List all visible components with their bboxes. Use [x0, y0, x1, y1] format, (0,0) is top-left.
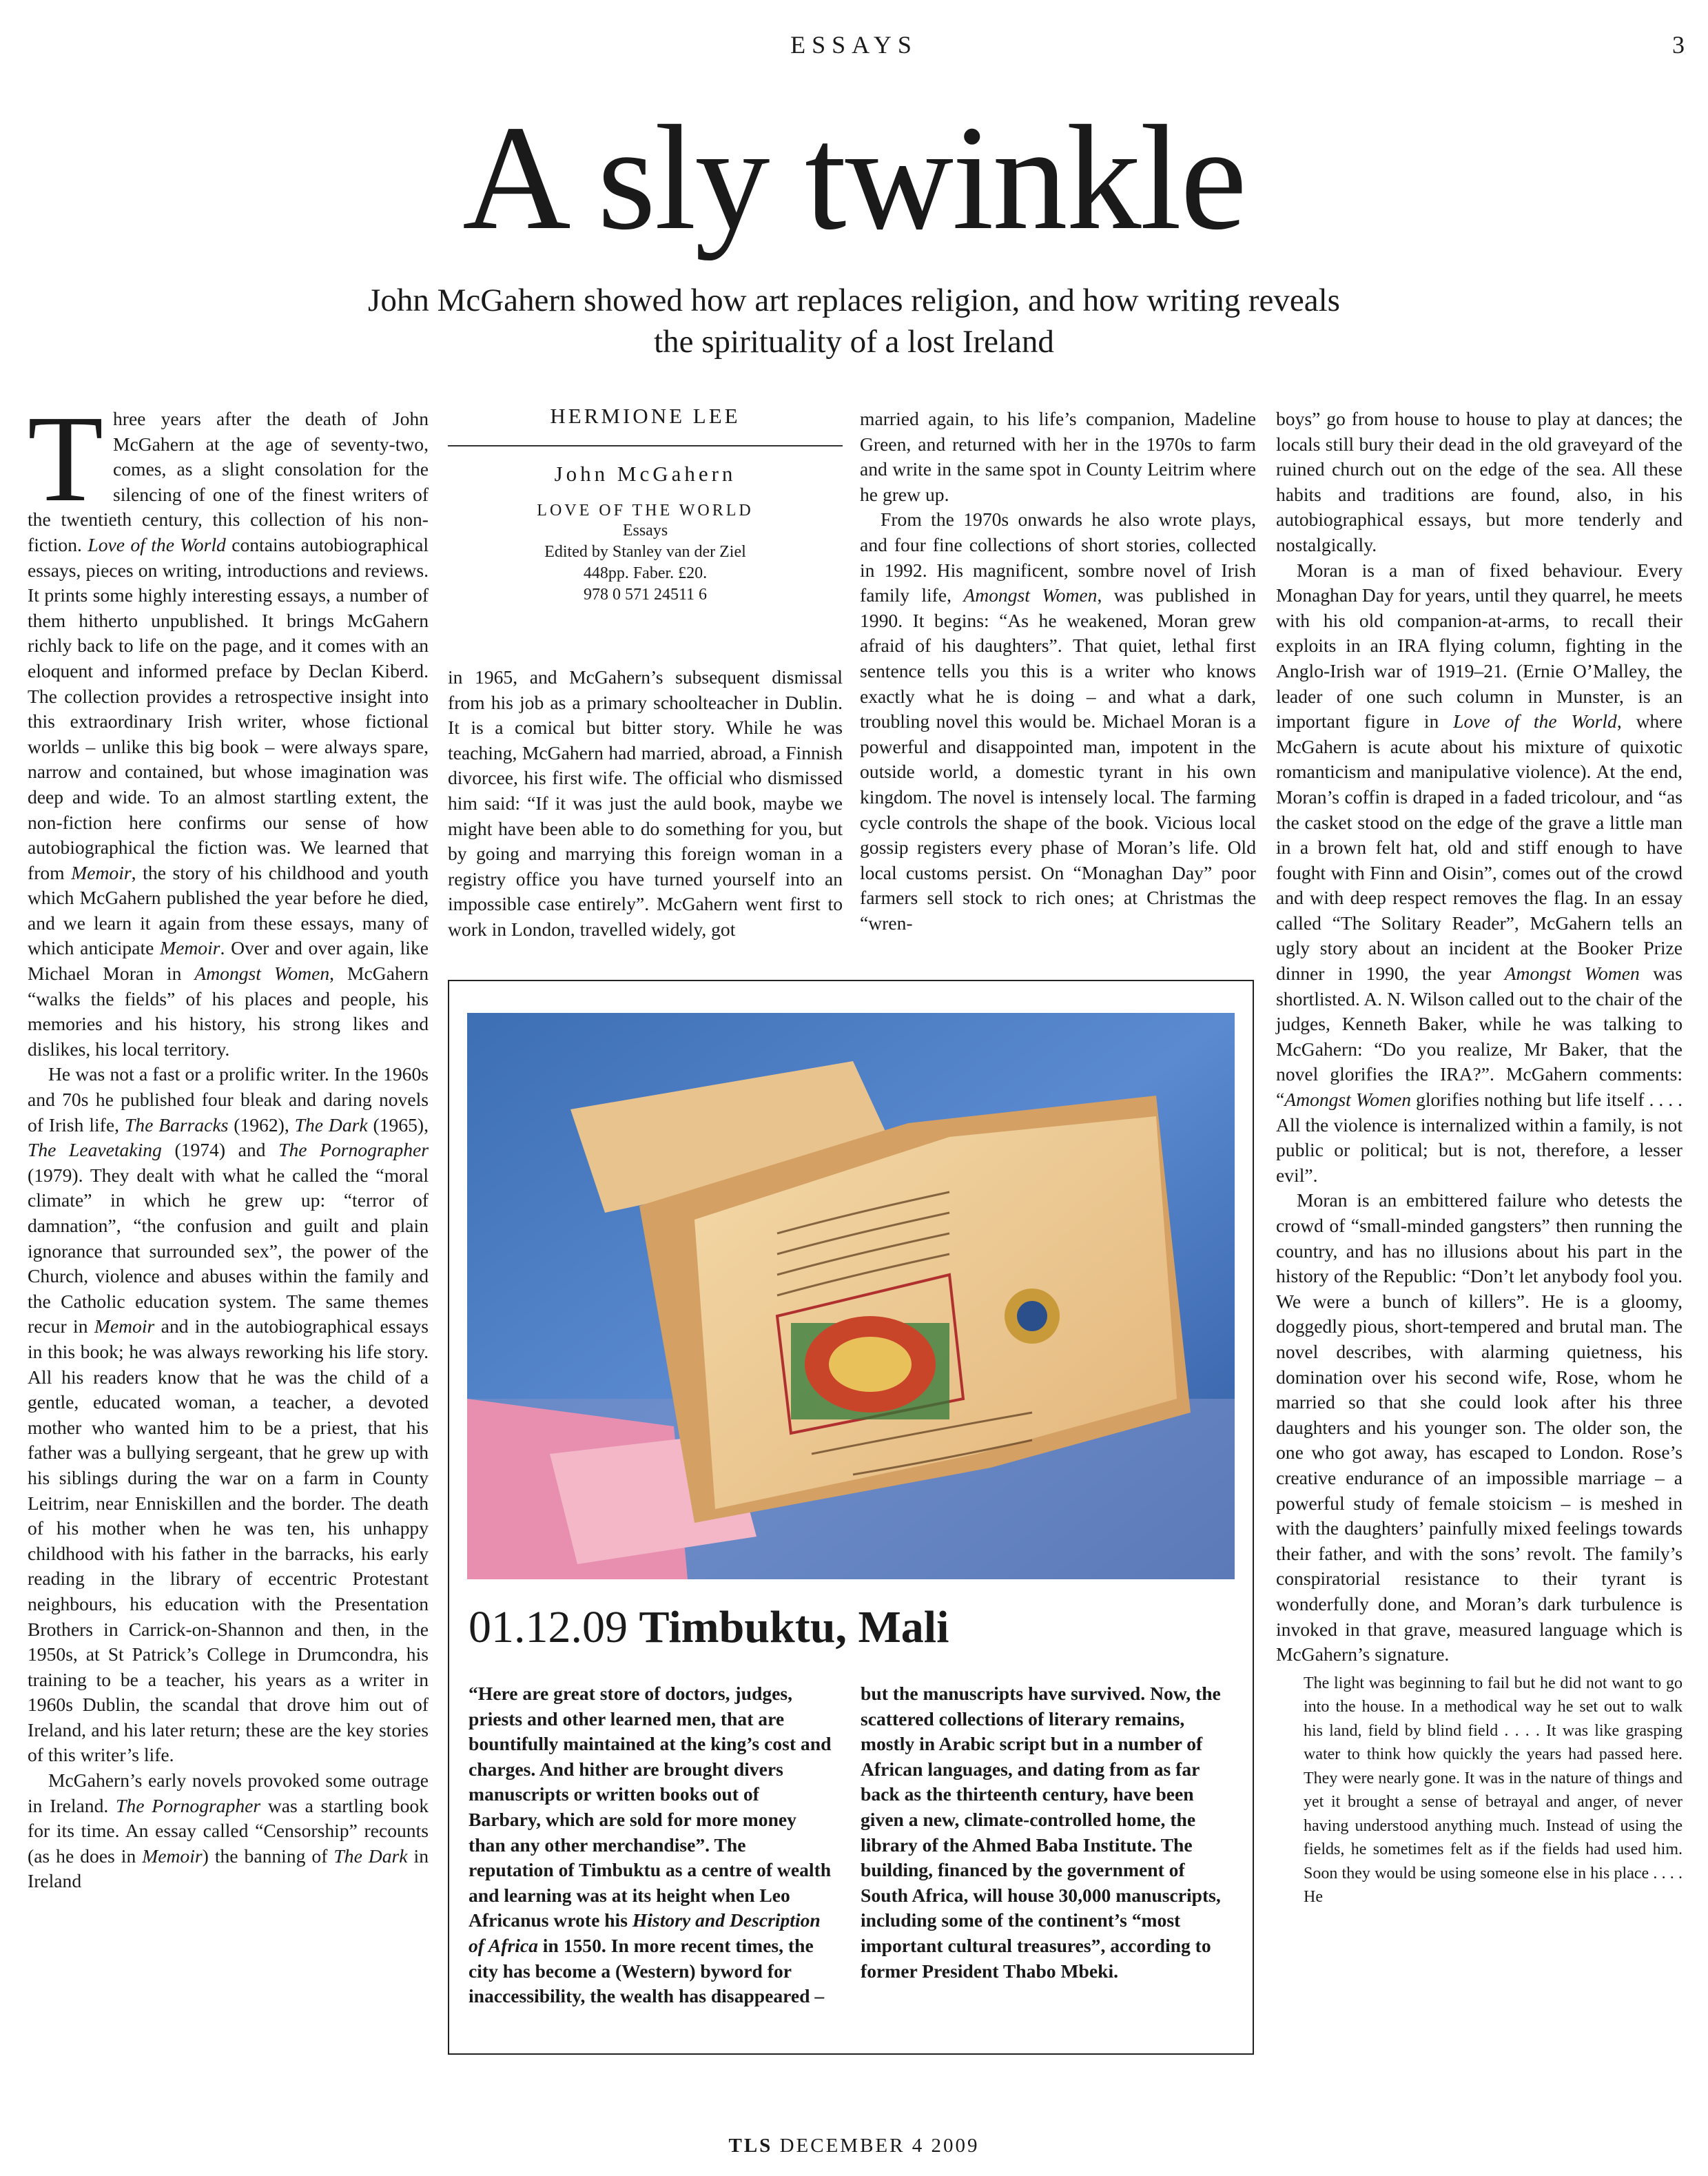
footer-publication: TLS — [728, 2135, 773, 2157]
standfirst-line-1: John McGahern showed how art replaces religion, and how writing reveals — [368, 283, 1340, 318]
byline-rule — [448, 445, 843, 447]
section-label: ESSAYS — [790, 31, 918, 59]
sidebar-dateline — [469, 1601, 949, 1654]
article-column-2: in 1965, and McGahern’s subsequent dismissal from his job as a primary schoolteacher in Dublin. It is a comical but bitter story. While he was teaching, McGahern had married, abroad, a Finnish divorcee, his first wife. The official who dismissed him said: “If it was just the auld book, maybe we might have been able to do something for you, but by going and marrying this foreign woman in a registry office you have turned yourself into an impossible case entirely”. McGahern went first to work in London, travelled widely, got — [448, 666, 843, 940]
headline: A sly twinkle — [462, 95, 1246, 261]
article-column-1: Three years after the death of John McGahern at the age of seventy-two, comes, as a slight consolation for the silencing of one of the finest writers of the twentieth century, this collection of his non-fiction. Love of the World contains autobiographical essays, pieces on writing, introductions and reviews. It prints some highly interesting essays, a number of them hitherto unpublished. It brings McGahern richly back to life on the page, and it comes with an eloquent and informed preface by Declan Kiberd. The collection provides a retrospective insight into this extraordinary Irish writer, whose fictional worlds – unlike this big book – were always spare, narrow and contained, but whose imagination was deep and wide. To an almost startling extent, the non-fiction here confirms our sense of how autobiographical the fiction was. We learned that from Memoir, the story of his childhood and youth which McGahern published the year before he died, and we learn it again from these essays, many of which anticipate Memoir. Over and over again, like Michael Moran in Amongst Women, McGahern “walks the fields” of his places and people, his memories and his history, his strong likes and dislikes, his local territory. He was not a fast or a prolific writer. In the 1960s and 70s he published four bleak and daring novels of Irish life, The Barracks (1962), The Dark (1965), The Leavetaking (1974) and The Pornographer (1979). They dealt with what he called the “moral climate” in which he grew up: “terror of damnation”, “the confusion and guilt and plain ignorance that surrounded sex”, the power of the Church, violence and abuses within the family and the Catholic education system. The same themes recur in Memoir and in the autobiographical essays in this book; he was always reworking his life story. All his readers know that he was the child of a gentle, educated woman, a teacher, a devoted mother who wanted him to be a priest, that his father was a bullying sergeant, that he grew up with his siblings during the war on a farm in County Leitrim, near Enniskillen and the border. The death of his mother when he was ten, his unhappy childhood with his father in the barracks, his early reading in the library of eccentric Protestant neighbours, his education with the Presentation Brothers in Carrick-on-Shannon and then, in the 1950s, at St Patrick’s College in Drumcondra, his training to be a teacher, his years as a writer in 1960s Dublin, the scandal that drove him out of Ireland, and his later return; these are the key stories of this writer’s life. McGahern’s early novels provoked some outrage in Ireland. The Pornographer was a startling book for its time. An essay called “Censorship” recounts (as he does in Memoir) the banning of The Dark in Ireland — [28, 390, 429, 1892]
sidebar-date: 01.12.09 — [469, 1602, 628, 1652]
page-footer — [0, 2135, 1708, 2157]
sidebar-text-column-2: but the manuscripts have survived. Now, the scattered collections of literary remains, mostly in Arabic script but in a number of African languages, and dating from as far back as the thirteenth century, have been given a new, climate-controlled home, the library of the Ahmed Baba Institute. The building, financed by the government of South Africa, will house 30,000 manuscripts, including some of the continent’s “most important cultural treasures”, according to former President Thabo Mbeki. — [861, 1683, 1221, 1982]
article-column-3: married again, to his life’s companion, Madeline Green, and returned with her in the 1970s to farm and write in the same spot in County Leitrim where he grew up. From the 1970s onwards he also wrote plays, and four fine collections of short stories, collected in 1992. His magnificent, sombre novel of Irish family life, Amongst Women, was published in 1990. It begins: “As he weakened, Moran grew afraid of his daughters”. That quiet, lethal first sentence tells you this is a writer who knows exactly what he is doing – and what a dark, troubling novel this would be. Michael Moran is a powerful and disappointed man, impotent in the outside world, a domestic tyrant in his own kingdom. The novel is intensely local. The farming cycle controls the shape of the book. Vicious local gossip registers every phase of Moran’s life. Old local customs persist. On “Monaghan Day” poor farmers sell stock to rich ones; at Christmas the “wren- — [860, 408, 1256, 934]
book-editor: Edited by Stanley van der Ziel — [544, 543, 746, 561]
byline-block — [448, 404, 843, 606]
page-number: 3 — [1672, 31, 1685, 59]
footer-date: DECEMBER 4 2009 — [779, 2135, 980, 2157]
reviewer-name: HERMIONE LEE — [550, 404, 741, 428]
sidebar-box — [448, 980, 1254, 2055]
sidebar-text-column-1: “Here are great store of doctors, judges, priests and other learned men, that are bountifully maintained at the king’s cost and charges. And hither are brought divers manuscripts or written books out of Barbary, which are sold for more money than any other merchandise”. The reputation of Timbuktu as a centre of wealth and learning was at its height when Leo Africanus wrote his History and Description of Africa in 1550. In more recent times, the city has become a (Western) byword for inaccessibility, the wealth has disappeared – — [469, 1683, 832, 2007]
article-column-4: boys” go from house to house to play at dances; the locals still bury their dead in the old graveyard of the ruined church out on the edge of the sea. All these habits and traditions are found, also, in his autobiographical essays, but more tenderly and nostalgically. Moran is a man of fixed behaviour. Every Monaghan Day for years, until they quarrel, he meets with his old companion-at-arms, to recall their exploits in an IRA flying column, fighting in the Anglo-Irish war of 1919–21. (Ernie O’Malley, the leader of one such column in Munster, is an important figure in Love of the World, where McGahern is acute about his mixture of quixotic romanticism and manipulative violence). At the end, Moran’s coffin is draped in a faded tricolour, and “as the casket stood on the edge of the grave a little man in a brown felt hat, old and stiff enough to have fought with Finn and Oisin”, comes out of the crowd and with deep respect removes the flag. In an essay called “The Solitary Reader”, McGahern tells an ugly story about an incident at the Booker Prize dinner in 1990, the year Amongst Women was shortlisted. A. N. Wilson called out to the chair of the judges, Kenneth Baker, while he was talking to McGahern: “Do you realize, Mr Baker, that the novel glorifies the IRA?”. McGahern comments: “Amongst Women glorifies nothing but life itself . . . . All the violence is internalized within a family, is not public or political; but is not, therefore, a lesser evil”. Moran is an embittered failure who detests the crowd of “small-minded gangsters” then running the country, and has no illusions about his part in the history of the Republic: “Don’t let anybody fool you. We were a bunch of killers”. He is a gloomy, doggedly pious, short-tempered and brutal man. The novel describes, with alarming quietness, his domination over his second wife, Rose, whom he married so that she could look after his three daughters and his younger son. The older son, the one who got away, has escaped to London. Rose’s creative endurance of an impossible marriage – a powerful study of female stoicism – is meshed in with the daughters’ painfully mixed feelings towards their father, and with the sons’ revolt. The family’s conspiratorial resistance to their tyrant is wonderfully done, and Moran’s dark turbulence is invoked in that grave, measured language which is McGahern’s signature. The light was beginning to fail but he did not want to go into the house. In a methodical way he set out to walk his land, field by blind field . . . . It was like grasping water to think how quickly the years had passed here. They were nearly gone. It was in the nature of things and yet it brought a sense of betrayal and anger, of never having understood anything much. Instead of using the fields, he sometimes felt as if the fields had used him. Soon they would be using someone else in his place . . . . He — [1276, 407, 1683, 1909]
block-quote: The light was beginning to fail but he did not want to go into the house. In a methodical way he set out to walk his land, field by blind field . . . . It was like grasping water to think how quickly the years had passed here. They were nearly gone. It was in the nature of things and yet it brought a sense of betrayal and anger, of never having understood anything much. Instead of using the fields, he sometimes felt as if the fields had used him. Soon they would be using someone else in his place . . . . He — [1304, 1674, 1683, 1907]
book-author: John McGahern — [554, 462, 737, 486]
sidebar-place: Timbuktu, Mali — [639, 1602, 949, 1652]
book-details: 448pp. Faber. £20. — [583, 564, 708, 582]
standfirst — [207, 280, 1501, 362]
manuscript-photo — [467, 1013, 1235, 1579]
book-isbn: 978 0 571 24511 6 — [583, 586, 708, 604]
book-title: LOVE OF THE WORLD — [537, 502, 754, 520]
book-subtitle: Essays — [622, 522, 668, 540]
standfirst-line-2: the spirituality of a lost Ireland — [654, 324, 1054, 360]
drop-cap: T — [28, 390, 103, 527]
